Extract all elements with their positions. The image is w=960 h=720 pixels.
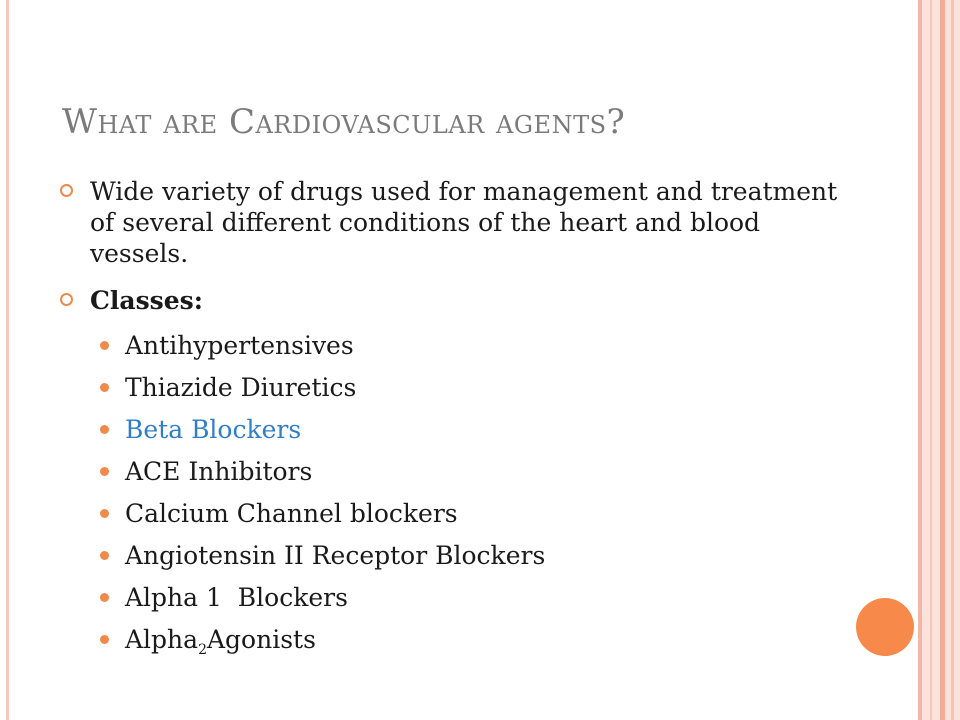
ring-bullet-icon	[60, 184, 73, 197]
left-border-line	[6, 0, 9, 720]
class-item	[100, 456, 800, 498]
class-item	[100, 414, 800, 456]
class-label: Alpha 1 Blockers	[125, 583, 348, 612]
class-label-highlighted: Beta Blockers	[125, 415, 302, 444]
bullet-classes	[60, 285, 860, 316]
dot-bullet-icon	[100, 635, 109, 644]
class-item	[100, 372, 800, 414]
description-text: Wide variety of drugs used for management and treatment of several different conditions of the heart and blood vessels.	[90, 177, 838, 268]
class-label-subscript: 2	[198, 642, 207, 658]
classes-list	[100, 330, 800, 666]
class-item	[100, 330, 800, 372]
dot-bullet-icon	[100, 383, 109, 392]
dot-bullet-icon	[100, 341, 109, 350]
dot-bullet-icon	[100, 551, 109, 560]
classes-label: Classes:	[90, 286, 203, 315]
class-label: ACE Inhibitors	[125, 457, 313, 486]
class-item	[100, 540, 800, 582]
dot-bullet-icon	[100, 509, 109, 518]
ring-bullet-icon	[60, 293, 73, 306]
class-item	[100, 624, 800, 666]
dot-bullet-icon	[100, 593, 109, 602]
class-label: Antihypertensives	[125, 331, 354, 360]
right-stripe	[951, 0, 954, 720]
class-label: Angiotensin II Receptor Blockers	[125, 541, 546, 570]
class-label-suffix: Agonists	[206, 625, 316, 654]
right-stripe	[930, 0, 932, 720]
class-label-prefix: Alpha	[125, 625, 199, 654]
class-label: Thiazide Diuretics	[125, 373, 357, 402]
orange-circle-decoration	[856, 598, 914, 656]
right-stripe	[918, 0, 922, 720]
class-item	[100, 498, 800, 540]
class-label: Calcium Channel blockers	[125, 499, 458, 528]
right-stripe	[940, 0, 945, 720]
dot-bullet-icon	[100, 467, 109, 476]
slide-title: What are Cardiovascular agents?	[62, 102, 626, 142]
main-bullet-list	[60, 176, 860, 316]
dot-bullet-icon	[100, 425, 109, 434]
class-item	[100, 582, 800, 624]
bullet-description	[60, 176, 860, 269]
